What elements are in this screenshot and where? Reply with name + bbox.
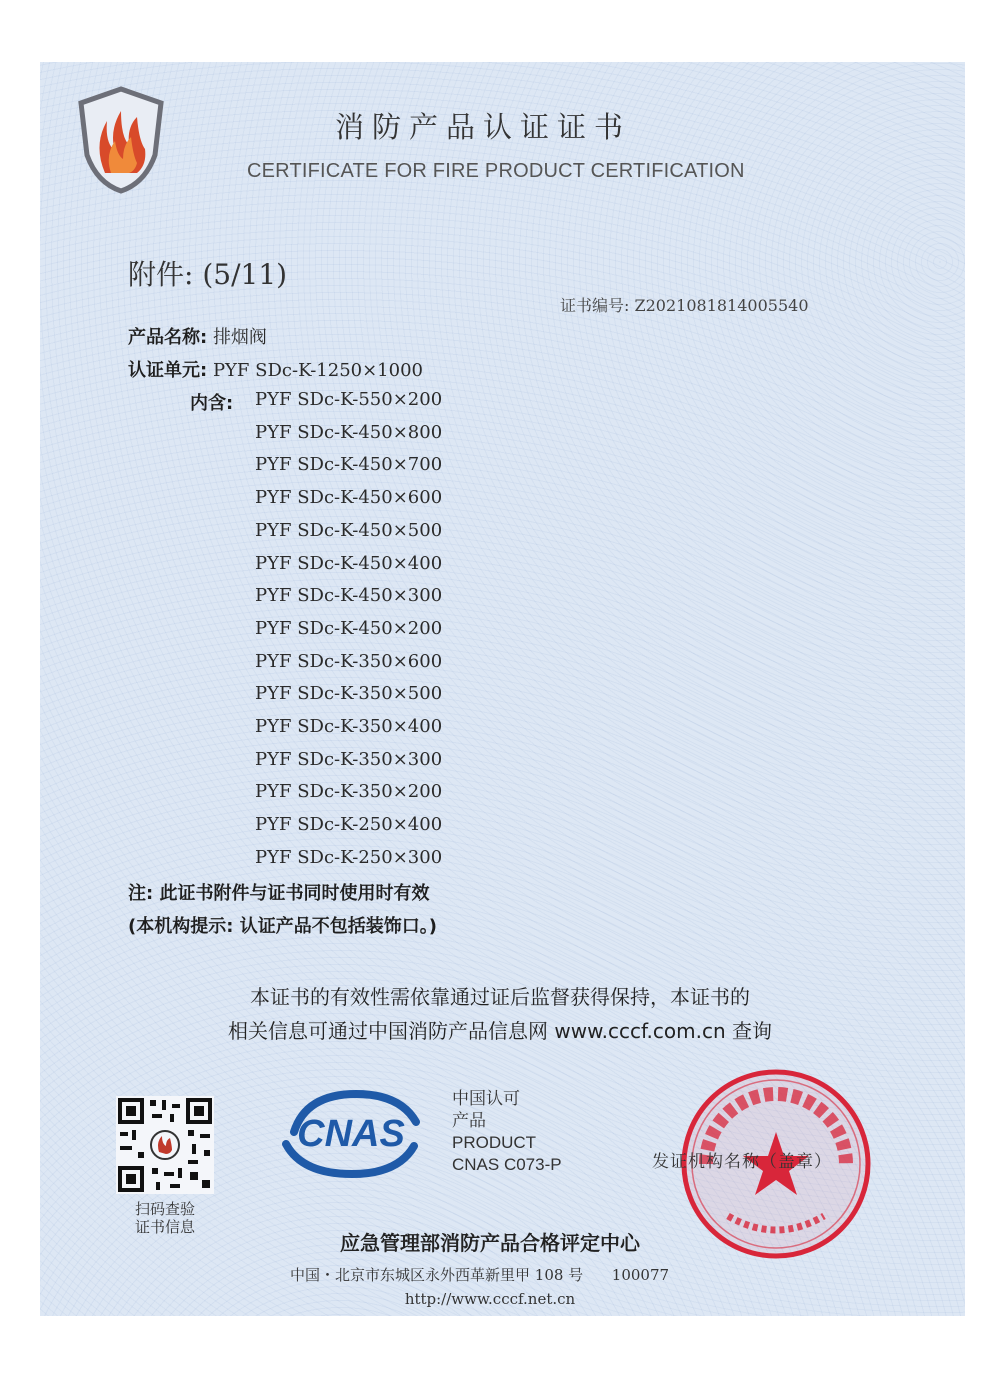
annex-validity-note: 注: 此证书附件与证书同时使用时有效 (128, 883, 430, 904)
qr-caption-line1: 扫码查验 (134, 1200, 195, 1218)
validity-statement-line2: 相关信息可通过中国消防产品信息网 www.cccf.com.cn 查询 (228, 1019, 772, 1043)
certificate-number-label: 证书编号: (560, 296, 630, 315)
svg-text:CNAS: CNAS (297, 1113, 405, 1155)
cnas-line4: CNAS C073-P (452, 1155, 562, 1174)
validity-statement-line1: 本证书的有效性需依靠通过证后监督获得保持，本证书的 (250, 985, 750, 1009)
website-link[interactable]: http://www.cccf.net.cn (404, 1290, 576, 1308)
fire-shield-emblem-icon (75, 85, 167, 195)
cnas-accreditation-text (452, 1088, 562, 1176)
model-item: PYF SDc-K-450×400 (255, 552, 443, 574)
model-item: PYF SDc-K-350×300 (255, 748, 443, 770)
cert-unit-label: 认证单元: (128, 360, 208, 381)
model-item: PYF SDc-K-250×400 (255, 814, 443, 836)
issuer-stamp-label: 发证机构名称（盖章） (652, 1152, 832, 1172)
issuing-center-name: 应急管理部消防产品合格评定中心 (340, 1231, 640, 1255)
model-item: PYF SDc-K-250×300 (255, 846, 443, 868)
cert-unit-value: PYF SDc-K-1250×1000 (212, 360, 423, 381)
model-item: PYF SDc-K-450×200 (255, 617, 443, 639)
model-item: PYF SDc-K-450×300 (255, 585, 443, 607)
cnas-line2: 产品 (452, 1111, 486, 1130)
product-name-row (128, 323, 267, 349)
certificate-number-value: Z2021081814005540 (634, 296, 809, 315)
model-item: PYF SDc-K-450×700 (255, 454, 443, 476)
certificate-title-cn: 消防产品认证证书 (335, 110, 632, 144)
contains-row (190, 389, 233, 415)
product-name-value: 排烟阀 (212, 327, 267, 348)
model-item: PYF SDc-K-450×800 (255, 421, 443, 443)
issuing-center-address: 中国・北京市东城区永外西革新里甲 108 号 100077 (290, 1266, 670, 1284)
model-item: PYF SDc-K-350×600 (255, 650, 443, 672)
model-item: PYF SDc-K-350×400 (255, 716, 443, 737)
cnas-line3: PRODUCT (452, 1133, 537, 1152)
annex-page-indicator: 附件: (5/11) (128, 258, 288, 291)
qr-caption-line2: 证书信息 (134, 1218, 195, 1236)
product-name-label: 产品名称: (128, 327, 208, 348)
model-item: PYF SDc-K-450×500 (255, 519, 443, 541)
model-item: PYF SDc-K-350×200 (255, 781, 443, 803)
cnas-logo-icon (276, 1088, 426, 1178)
decoration-excluded-note: (本机构提示: 认证产品不包括装饰口。) (128, 916, 437, 937)
model-item: PYF SDc-K-350×500 (255, 683, 443, 705)
certificate-title-en: CERTIFICATE FOR FIRE PRODUCT CERTIFICATION (247, 160, 745, 182)
qr-code-icon[interactable] (116, 1096, 214, 1194)
model-item: PYF SDc-K-550×200 (255, 389, 443, 410)
contains-label: 内含: (190, 393, 234, 414)
cert-unit-row (128, 356, 423, 382)
cnas-line1: 中国认可 (452, 1089, 520, 1108)
model-item: PYF SDc-K-450×600 (255, 487, 443, 509)
certificate-number (560, 293, 809, 316)
